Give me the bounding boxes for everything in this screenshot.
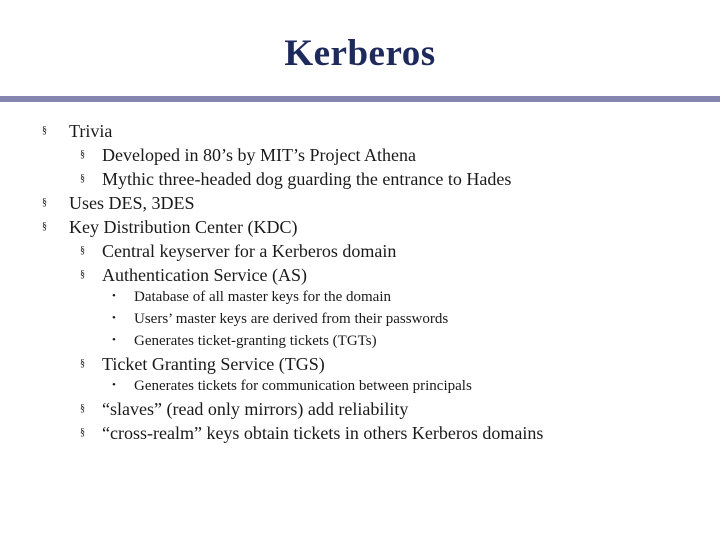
list-item: Generates tickets for communication between principals [134, 378, 472, 394]
list-item: Ticket Granting Service (TGS) [102, 354, 325, 374]
list-item: Generates ticket-granting tickets (TGTs) [134, 333, 377, 349]
bullet-marker: • [112, 379, 116, 391]
title-divider [0, 96, 720, 102]
list-item: Uses DES, 3DES [69, 193, 195, 213]
bullet-marker: § [42, 197, 47, 208]
bullet-marker: • [112, 334, 116, 346]
list-item: Mythic three-headed dog guarding the entrance to Hades [102, 169, 512, 189]
bullet-marker: § [80, 358, 85, 369]
list-item: “cross-realm” keys obtain tickets in others Kerberos domains [102, 423, 544, 443]
list-item: Authentication Service (AS) [102, 265, 307, 285]
bullet-marker: § [80, 173, 85, 184]
list-item: Developed in 80’s by MIT’s Project Athena [102, 145, 416, 165]
bullet-marker: § [80, 403, 85, 414]
slide-title: Kerberos [284, 33, 436, 74]
list-item: Database of all master keys for the domain [134, 289, 391, 305]
bullet-marker: § [42, 125, 47, 136]
list-item: Central keyserver for a Kerberos domain [102, 241, 397, 261]
bullet-marker: § [80, 427, 85, 438]
list-item: Users’ master keys are derived from their passwords [134, 311, 449, 327]
bullet-marker: § [80, 245, 85, 256]
list-item: Trivia [69, 121, 113, 141]
list-item: Key Distribution Center (KDC) [69, 217, 298, 237]
bullet-marker: § [80, 149, 85, 160]
bullet-marker: § [80, 269, 85, 280]
bullet-marker: § [42, 221, 47, 232]
bullet-marker: • [112, 290, 116, 302]
bullet-marker: • [112, 312, 116, 324]
list-item: “slaves” (read only mirrors) add reliability [102, 399, 409, 419]
